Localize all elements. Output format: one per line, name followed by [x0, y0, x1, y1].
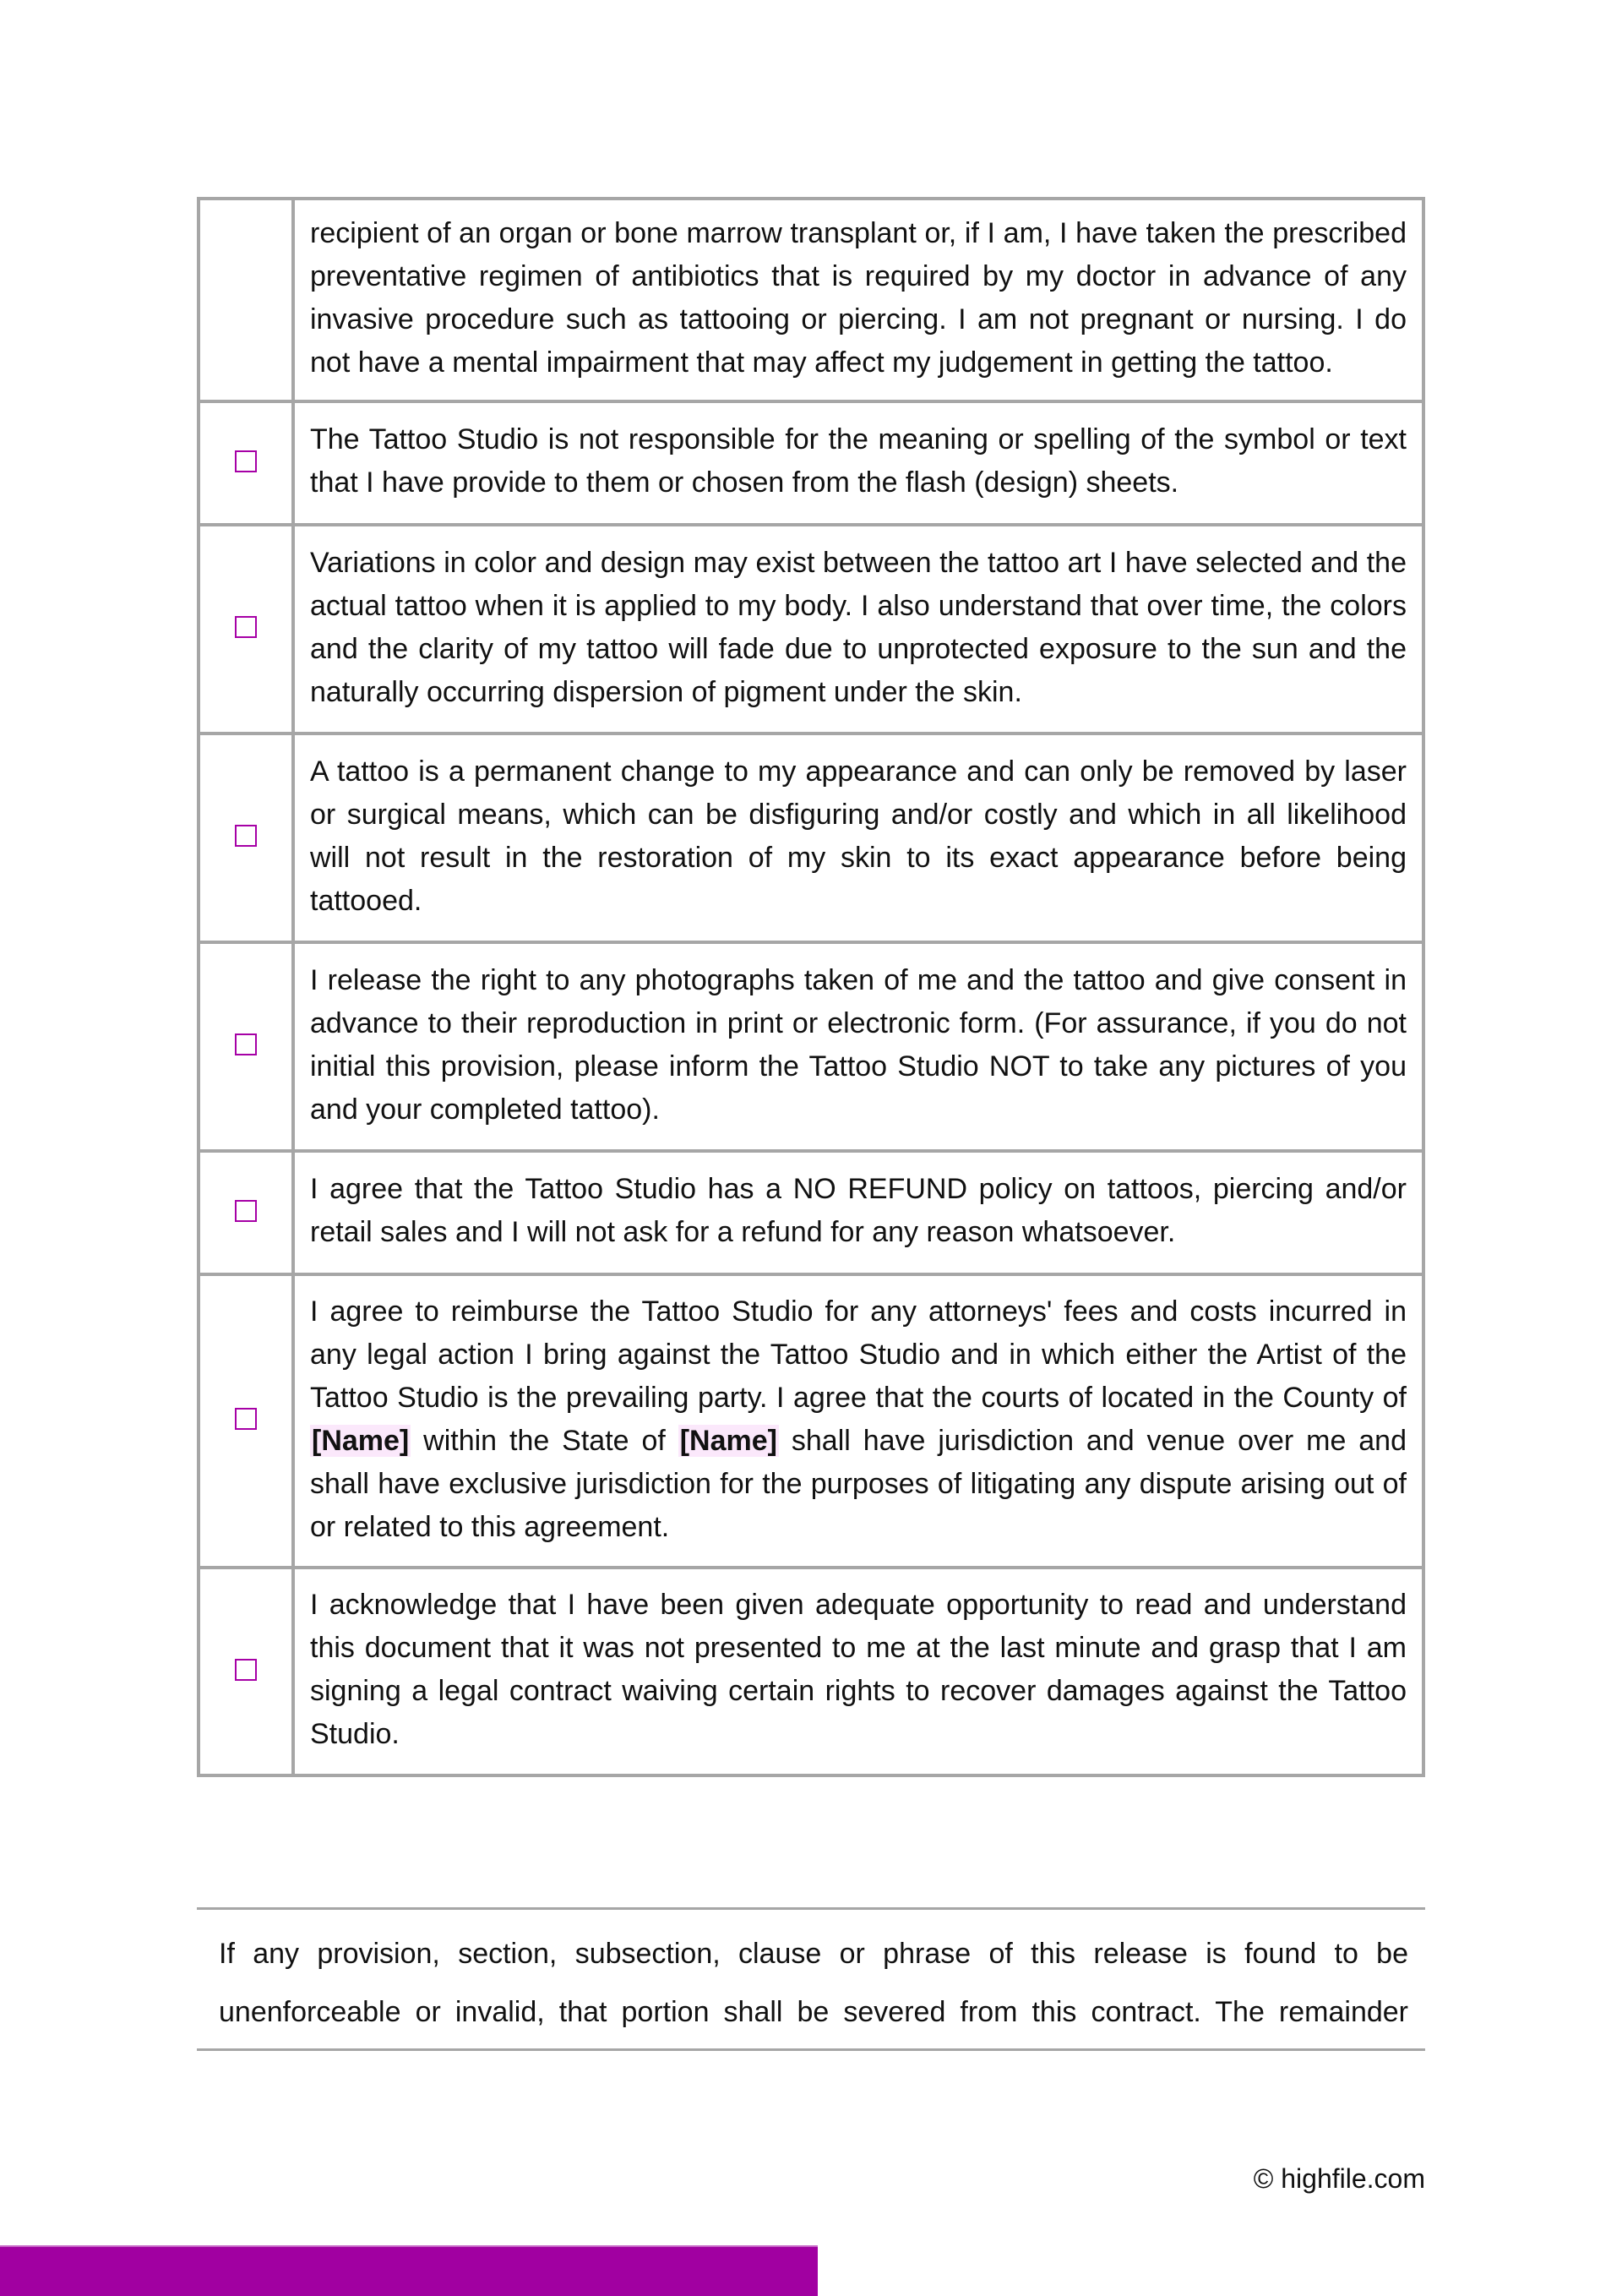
- initial-checkbox[interactable]: [235, 616, 257, 638]
- table-row: [199, 401, 1423, 525]
- footer-accent-bar: [0, 2245, 818, 2296]
- severability-notice: [197, 1907, 1425, 2051]
- initial-checkbox[interactable]: [235, 1033, 257, 1055]
- term-text-part: I agree to reimburse the Tattoo Studio for any attorneys' fees and costs incurred in any legal action I bring against the Tattoo Studio and in which either the Artist of the Tattoo Studio is the prevailing party. I agree that the courts of located in the County of: [310, 1295, 1407, 1414]
- table-row: [199, 199, 1423, 401]
- terms-table: [197, 197, 1425, 1777]
- term-text: The Tattoo Studio is not responsible for the meaning or spelling of the symbol or text that I have provide to them or chosen from the flash (design) sheets.: [293, 401, 1423, 525]
- table-row: [199, 1274, 1423, 1568]
- term-text-part: within the State of: [411, 1424, 678, 1457]
- checkbox-cell: [199, 1151, 293, 1274]
- table-row: [199, 1568, 1423, 1775]
- term-text: A tattoo is a permanent change to my appearance and can only be removed by laser or surgical means, which can be disfiguring and/or costly and which in all likelihood will not result in the restoration of my skin to its exact appearance before being tattooed.: [293, 734, 1423, 942]
- checkbox-cell: [199, 1568, 293, 1775]
- term-text: I release the right to any photographs taken of me and the tattoo and give consent in advance to their reproduction in print or electronic form. (For assurance, if you do not initial this provision, please inform the Tattoo Studio NOT to take any pictures of you and your completed tattoo).: [293, 942, 1423, 1151]
- term-text: Variations in color and design may exist between the tattoo art I have selected and the actual tattoo when it is applied to my body. I also understand that over time, the colors and the clarity of my tattoo will fade due to unprotected exposure to the sun and the naturally occurring dispersion of pigment under the skin.: [293, 525, 1423, 734]
- copyright-text: © highfile.com: [1253, 2163, 1425, 2194]
- term-text-jurisdiction: [293, 1274, 1423, 1568]
- checkbox-cell-empty: [199, 199, 293, 401]
- initial-checkbox[interactable]: [235, 1659, 257, 1681]
- checkbox-cell: [199, 942, 293, 1151]
- table-row: [199, 1151, 1423, 1274]
- checkbox-cell: [199, 401, 293, 525]
- table-row: [199, 942, 1423, 1151]
- initial-checkbox[interactable]: [235, 825, 257, 847]
- term-text: I agree that the Tattoo Studio has a NO REFUND policy on tattoos, piercing and/or retail sales and I will not ask for a refund for any reason whatsoever.: [293, 1151, 1423, 1274]
- table-row: [199, 525, 1423, 734]
- county-name-placeholder[interactable]: [Name]: [312, 1424, 410, 1457]
- term-text-part: shall have jurisdiction and venue over me and shall have exclusive jurisdiction for the purposes of litigating any dispute arising out of or related to this agreement.: [310, 1424, 1407, 1543]
- checkbox-cell: [199, 734, 293, 942]
- severability-text: If any provision, section, subsection, clause or phrase of this release is found to be unenforceable or invalid, that portion shall be severed from this contract. The remainder: [219, 1938, 1408, 2028]
- state-name-placeholder[interactable]: [Name]: [679, 1424, 777, 1457]
- initial-checkbox[interactable]: [235, 450, 257, 472]
- term-text: I acknowledge that I have been given adequate opportunity to read and understand this document that it was not presented to me at the last minute and grasp that I am signing a legal contract waiving certain rights to recover damages against the Tattoo Studio.: [293, 1568, 1423, 1775]
- initial-checkbox[interactable]: [235, 1200, 257, 1222]
- checkbox-cell: [199, 525, 293, 734]
- table-row: [199, 734, 1423, 942]
- initial-checkbox[interactable]: [235, 1408, 257, 1430]
- checkbox-cell: [199, 1274, 293, 1568]
- term-text: recipient of an organ or bone marrow transplant or, if I am, I have taken the prescribed preventative regimen of antibiotics that is required by my doctor in advance of any invasive procedure such as tattooing or piercing. I am not pregnant or nursing. I do not have a mental impairment that may affect my judgement in getting the tattoo.: [293, 199, 1423, 401]
